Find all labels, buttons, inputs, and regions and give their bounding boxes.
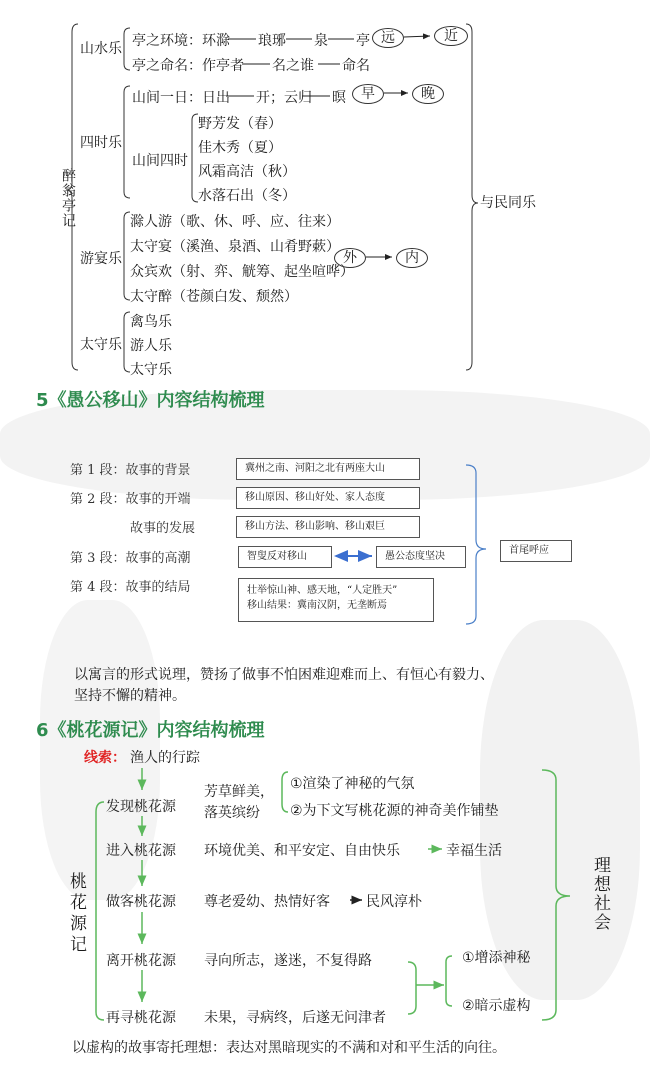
yiri-b: 暝 (332, 90, 346, 106)
step-again: 再寻桃花源 (106, 1010, 176, 1026)
sishi-sub-label: 山间四时 (132, 153, 188, 169)
yiri-prefix: 山间一日：日出 (132, 90, 230, 106)
echo-box: 首尾呼应 (500, 540, 572, 562)
ideal-society: 理想社会 (590, 856, 610, 932)
para1-label: 第 1 段：故事的背景 (70, 463, 191, 478)
discover-effect-2: ②为下文写桃花源的神奇美作铺垫 (290, 803, 499, 819)
section3-summary: 以虚构的故事寄托理想：表达对黑暗现实的不满和对和平生活的向往。 (72, 1040, 506, 1056)
season-winter: 水落石出（冬） (198, 188, 296, 204)
para3-label: 第 3 段：故事的高潮 (70, 551, 191, 566)
para3-box-left: 智叟反对移山 (238, 546, 332, 568)
section3-heading: 6《桃花源记》内容结构梳理 (36, 720, 265, 741)
para2-label: 第 2 段：故事的开端 (70, 492, 191, 507)
clue-text: 渔人的行踪 (130, 750, 200, 766)
shanshui-row1-a: 琅琊 (258, 33, 286, 49)
para4-label: 第 4 段：故事的结局 (70, 580, 191, 595)
step-leave: 离开桃花源 (106, 953, 176, 969)
para2-box: 移山原因、移山好处、家人态度 (236, 487, 420, 509)
season-autumn: 风霜高洁（秋） (198, 164, 296, 180)
para-dev-label: 故事的发展 (130, 521, 196, 536)
clue-label: 线索： (84, 750, 126, 766)
shanshui-row1-c: 亭 (356, 33, 370, 49)
section1-brackets (66, 24, 478, 372)
taohua-vertical-title: 桃花源记 (66, 872, 86, 956)
discover-desc-2: 落英缤纷 (204, 805, 260, 821)
youyan-item-1: 滁人游（歌、休、呼、应、往来） (130, 214, 340, 230)
para4-box-line1: 壮举惊山神、感天地，“人定胜天” (247, 585, 398, 596)
season-spring: 野芳发（春） (198, 116, 282, 132)
section2-connectors (336, 465, 486, 624)
youyan-item-4: 太守醉（苍颜白发、颓然） (130, 289, 298, 305)
shanshui-row2-b: 命名 (342, 58, 370, 74)
outer-circle: 外 (334, 248, 366, 268)
effect-b: ②暗示虚构 (462, 998, 531, 1014)
far-circle: 远 (372, 28, 404, 48)
section2-heading: 5《愚公移山》内容结构梳理 (36, 390, 265, 411)
para-dev-box: 移山方法、移山影响、移山艰巨 (236, 516, 420, 538)
enter-result: 幸福生活 (446, 843, 502, 859)
section2-summary-line1: 以寓言的形式说理，赞扬了做事不怕困难迎难而上、有恒心有毅力、 (74, 667, 494, 683)
section1-vertical-title: 醉翁亭记 (60, 168, 76, 228)
sishi-label: 四时乐 (80, 135, 122, 151)
step-enter: 进入桃花源 (106, 843, 176, 859)
taishou-item-3: 太守乐 (130, 362, 172, 378)
guest-desc: 尊老爱幼、热情好客 (204, 894, 330, 910)
near-circle: 近 (434, 26, 468, 46)
leave-desc: 寻向所志，遂迷，不复得路 (204, 953, 372, 969)
yiri-a: 开；云归 (256, 90, 312, 106)
conclusion-text: 与民同乐 (480, 195, 536, 211)
taishou-item-2: 游人乐 (130, 338, 172, 354)
taishou-label: 太守乐 (80, 337, 122, 353)
section3-green-connectors (96, 768, 570, 1020)
enter-desc: 环境优美、和平安定、自由快乐 (204, 843, 400, 859)
section1-dashes (226, 39, 354, 96)
season-summer: 佳木秀（夏） (198, 140, 282, 156)
discover-effect-1: ①渲染了神秘的气氛 (290, 776, 415, 792)
shanshui-label: 山水乐 (80, 41, 122, 57)
inner-circle: 内 (396, 248, 428, 268)
taishou-item-1: 禽鸟乐 (130, 314, 172, 330)
late-circle: 晚 (412, 84, 444, 104)
shanshui-row2-prefix: 亭之命名：作亭者 (132, 58, 244, 74)
para1-box: 冀州之南、河阳之北有两座大山 (236, 458, 420, 480)
guest-result: 民风淳朴 (366, 894, 422, 910)
shanshui-row1-b: 泉 (314, 33, 328, 49)
effect-a: ①增添神秘 (462, 950, 531, 966)
shanshui-row2-a: 名之谁 (272, 58, 314, 74)
section2-summary-line2: 坚持不懈的精神。 (74, 688, 186, 704)
youyan-item-2: 太守宴（溪渔、泉酒、山肴野蔌） (130, 239, 340, 255)
discover-desc-1: 芳草鲜美， (204, 784, 274, 800)
early-circle: 早 (352, 84, 384, 104)
shanshui-row1-prefix: 亭之环境：环滁 (132, 33, 230, 49)
again-desc: 未果，寻病终，后遂无问津者 (204, 1010, 386, 1026)
step-discover: 发现桃花源 (106, 799, 176, 815)
youyan-label: 游宴乐 (80, 251, 122, 267)
youyan-item-3: 众宾欢（射、弈、觥筹、起坐喧哗） (130, 264, 354, 280)
step-guest: 做客桃花源 (106, 894, 176, 910)
section1-arrows (366, 36, 430, 257)
para4-box-line2: 移山结果：冀南汉阴，无垄断焉 (247, 600, 387, 611)
para3-box-right: 愚公态度坚决 (376, 546, 466, 568)
